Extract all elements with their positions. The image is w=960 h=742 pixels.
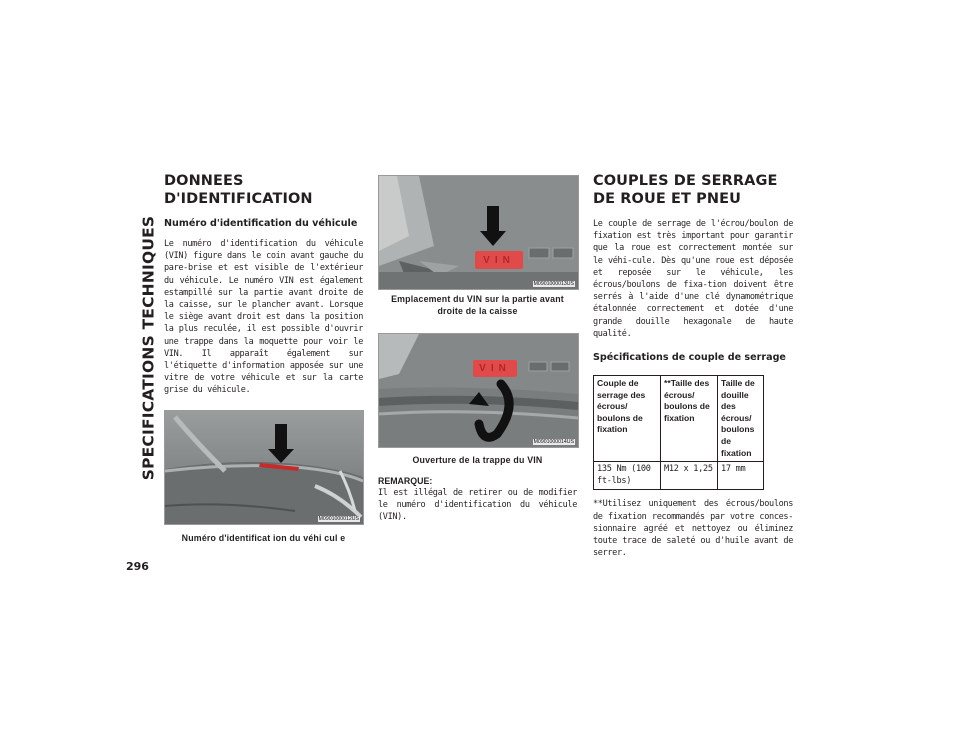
figure3-caption: Ouverture de la trappe du VIN — [412, 455, 543, 465]
table-row — [594, 462, 764, 490]
torque-heading: COUPLES DE SERRAGE DE ROUE ET PNEU — [593, 173, 778, 207]
table-header-cell: Couple de serrage des écrous/ boulons de fixation — [594, 376, 661, 462]
vin-location-column — [378, 175, 577, 523]
note-text: Il est illégal de retirer ou de modifier le numéro d'identification du véhicule (VIN). — [378, 487, 577, 522]
floor-vin-photo — [378, 175, 579, 290]
sidebar-section-tab — [138, 168, 158, 528]
floor-illustration — [379, 176, 578, 289]
table-header-row — [594, 376, 764, 462]
figure-code: M0901000012US — [318, 515, 359, 522]
sidebar-section-title: SPECIFICATIONS TECHNIQUES — [139, 215, 157, 481]
torque-spec-table — [593, 375, 764, 490]
note-label: REMARQUE: — [378, 475, 433, 486]
figure-code: M0901000014US — [533, 439, 574, 445]
torque-footnote: **Utilisez uniquement des écrous/boulons de fixation recommandés par votre conces-sionnaire agréé et nettoyez ou éliminez toute trace de saleté ou d'huile avant de serrer. — [593, 499, 793, 559]
table-header-cell: Taille de douille des écrous/ boulons de fixation — [718, 376, 764, 462]
table-cell: 17 mm — [718, 462, 764, 490]
page-number: 296 — [126, 560, 149, 573]
torque-spec-subheading: Spécifications de couple de serrage — [593, 352, 786, 364]
torque-column — [593, 172, 793, 559]
identification-heading: DONNEES D'IDENTIFICATION — [164, 173, 313, 207]
vin-paragraph: Le numéro d'identification du véhicule (VIN) figure dans le coin avant gauche du pare-brise et est visible de l'extérieur du véhicule. Le numéro VIN est également estampillé sur la partie avant droite de la caisse, sur le plancher avant. Lorsque le siège avant droit est dans la position la plus reculée, il est possible d'ouvrir une trappe dans la moquette pour voir le VIN. Il apparaît également sur l'étiquette d'information apposée sur une vitre de votre véhicule et sur la carte grise du véhicule. — [164, 239, 363, 396]
torque-paragraph: Le couple de serrage de l'écrou/boulon de fixation est très important pour garantir que la roue est correctement montée sur le véhi-cule. Dès qu'une roue est déposée et reposée sur le véhicule, les écrous/boulons de fixa-tion doivent être serrés à l'aide d'une clé dynamométrique étalonnée correctement et dotée d'une grande douille hexagonale de haute qualité. — [593, 219, 793, 339]
figure1-caption: Numéro d'identificat ion du véhi cul e — [181, 532, 346, 543]
vin-label-tag: VIN — [475, 251, 523, 269]
table-header-cell: **Taille des écrous/ boulons de fixation — [661, 376, 718, 462]
vin-label-tag: VIN — [473, 360, 517, 377]
figure-code: M0901000013US — [533, 281, 574, 287]
windshield-vin-photo — [164, 410, 364, 525]
figure2-caption: Emplacement du VIN sur la partie avant droite de la caisse — [391, 294, 564, 316]
trap-door-illustration — [379, 334, 578, 447]
vin-subheading: Numéro d'identification du véhicule — [164, 218, 358, 229]
windshield-illustration — [165, 411, 363, 524]
table-cell: M12 x 1,25 — [661, 462, 718, 490]
table-cell: 135 Nm (100 ft-lbs) — [594, 462, 661, 490]
trap-door-photo — [378, 333, 579, 448]
identification-column — [164, 172, 363, 544]
